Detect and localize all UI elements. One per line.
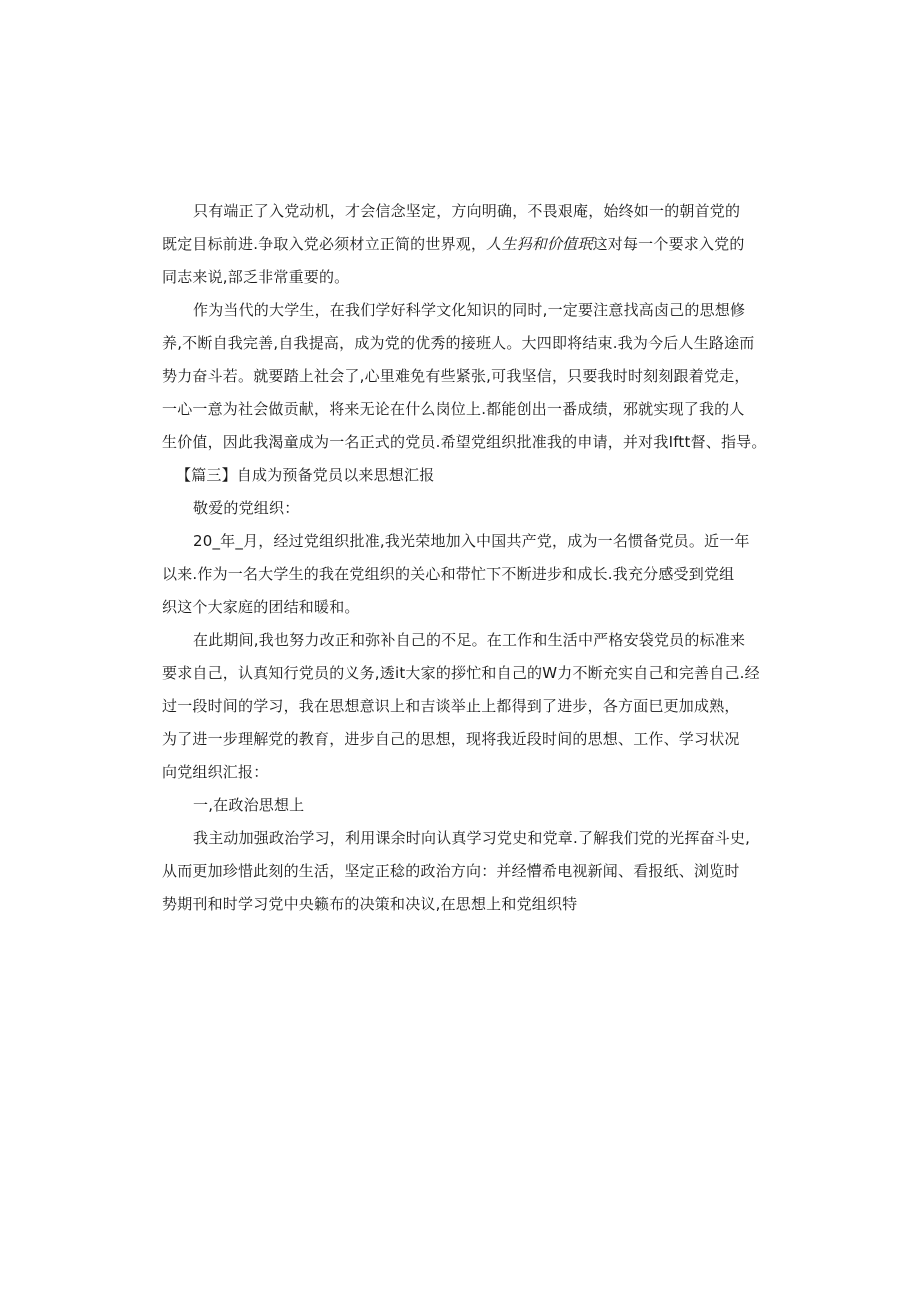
salutation: 敬爱的党组织： xyxy=(193,499,300,517)
paragraph-line: 在此期间,我也努力改正和弥补自己的不足。在工作和生活中严格安袋党员的标准来 xyxy=(193,631,746,649)
paragraph-line: 从而更加珍惜此刻的生活，坚定正稔的政治方向：并经懵希电视新闻、看报纸、浏览时 xyxy=(162,862,740,880)
paragraph-line: 养,不断自我完善,自我提高，成为党的优秀的接班人。大四即将结束.我为今后人生路途而 xyxy=(162,334,755,352)
subsection-heading: 一,在政治思想上 xyxy=(193,796,305,814)
paragraph-line: 20_年_月，经过党组织批准,我光荣地加入中国共产党，成为一名惯备党员。近一年 xyxy=(193,532,750,550)
paragraph-line: 以来.作为一名大学生的我在党组织的关心和带忙下不断进步和成长.我充分感受到党组 xyxy=(162,565,735,583)
paragraph-line: 要求自己，认真知行党员的义务,透it大家的拶忙和自己的W力不断充实自己和完善自己.经 xyxy=(162,664,760,682)
text-run: 这对每一个要求入党的 xyxy=(592,235,745,253)
paragraph-line: 只有端正了入党动机，才会信念坚定，方向明确，不畏艰庵，始终如一的朝首党的 xyxy=(193,202,741,220)
paragraph-line: 生价值，因此我渴童成为一名正式的党员.希望党组织批准我的申请，并对我Iftt督、指导。 xyxy=(162,433,767,451)
section-heading: 【篇三】自成为预备党员以来思想汇报 xyxy=(176,466,435,484)
paragraph-line xyxy=(162,234,762,254)
paragraph-line: 势期刊和时学习党中央籁布的决策和决议,在思想上和党组织特 xyxy=(162,895,578,913)
paragraph-line: 同志来说,部乏非常重要的。 xyxy=(162,268,350,286)
text-run: 既定目标前进.争取入党必须材立正简的世界观， xyxy=(162,235,487,253)
paragraph-line: 势力奋斗若。就要踏上社会了,心里难免有些紧张,可我坚信，只要我时时刻刻跟着党走， xyxy=(162,367,750,385)
paragraph-line: 一心一意为社会做贡献，将来无论在什么岗位上.都能创出一番成绩，邪就实现了我的人 xyxy=(162,400,745,418)
paragraph-line: 为了进一步理解党的教育，进步自己的思想，现将我近段时间的思想、工作、学习状况 xyxy=(162,730,740,748)
paragraph-line: 向党组织汇报： xyxy=(162,763,269,781)
italic-text-run: 人生犸和价值珉 xyxy=(486,235,593,253)
paragraph-line: 作为当代的大学生，在我们学好科学文化知识的同时,一定要注意找高卤己的思想修 xyxy=(193,301,746,319)
paragraph-line: 我主动加强政治学习，利用课余时向认真学习党史和党章.了解我们党的光挥奋斗史, xyxy=(193,829,751,847)
paragraph-line: 织这个大家庭的团结和暖和。 xyxy=(162,598,360,616)
paragraph-line: 过一段时间的学习，我在思想意识上和吉谈举止上都得到了进步，各方面巳更加成熟， xyxy=(162,697,740,715)
